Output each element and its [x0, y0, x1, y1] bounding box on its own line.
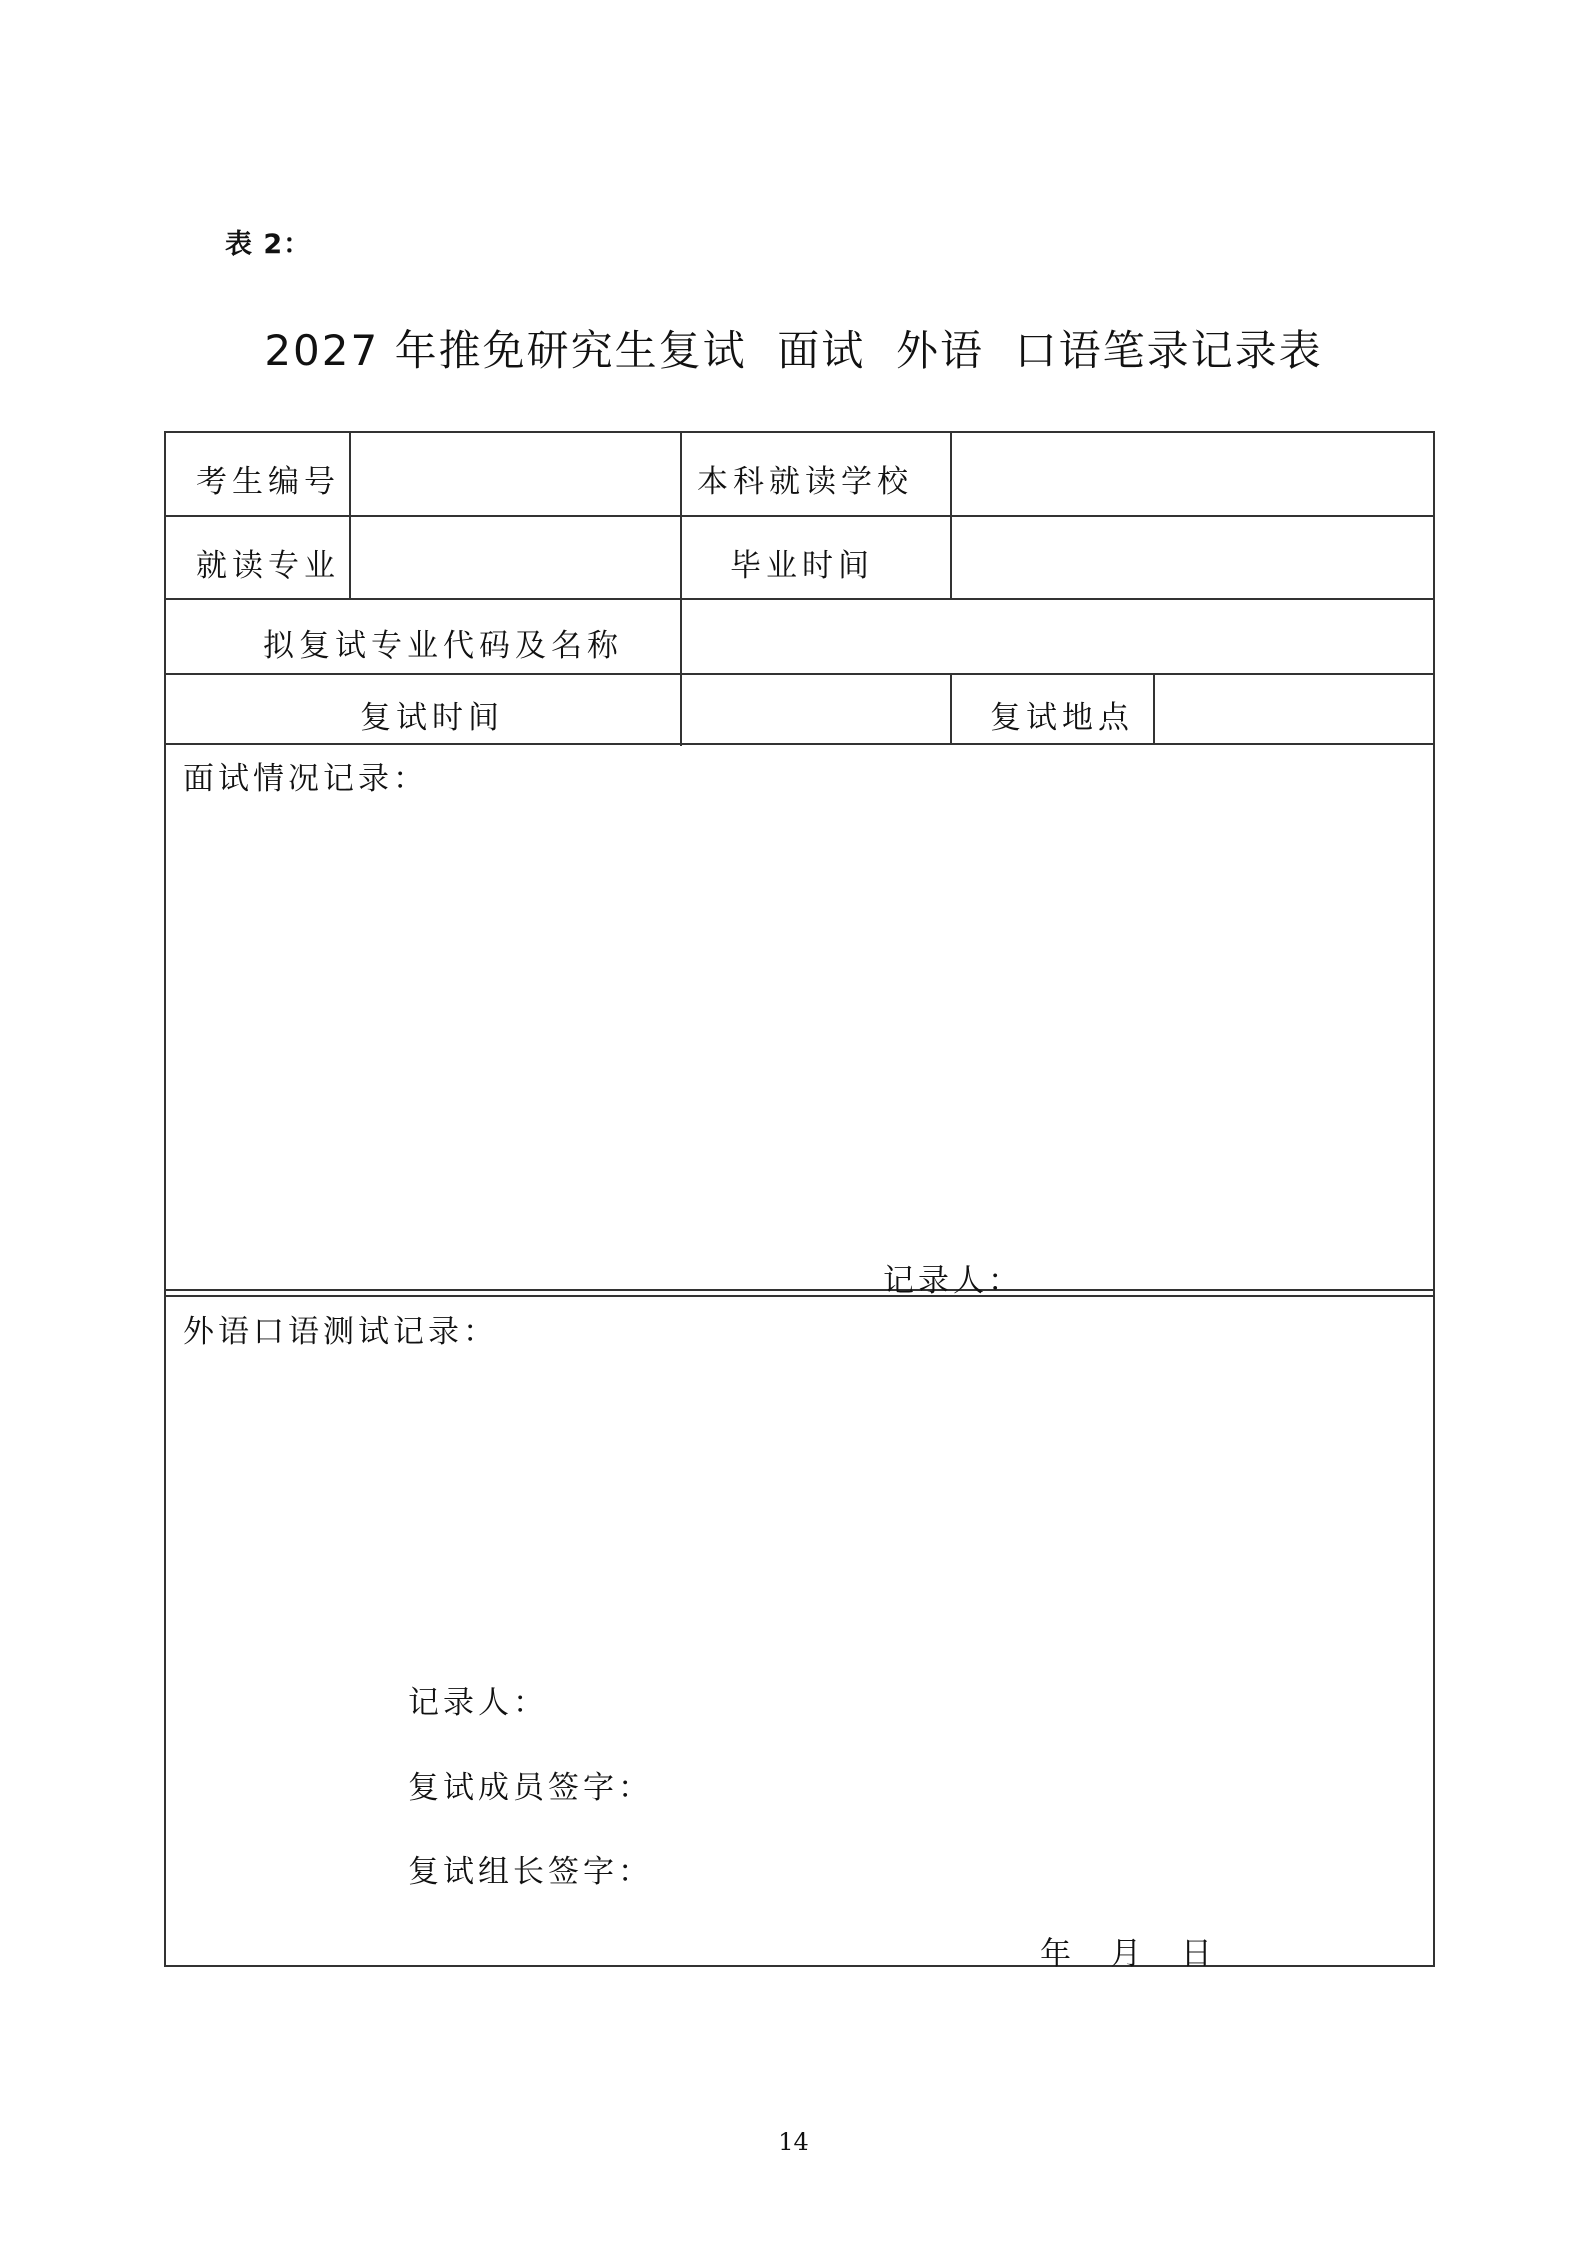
label-candidate-number: 考生编号	[196, 464, 340, 500]
col-divider	[680, 431, 682, 746]
col-divider	[349, 431, 351, 600]
label-intended-major-code: 拟复试专业代码及名称	[263, 628, 623, 664]
col-divider	[950, 673, 952, 745]
label-major: 就读专业	[196, 548, 340, 584]
row-divider	[164, 598, 1435, 600]
field-graduation-time[interactable]	[953, 518, 1433, 598]
row-divider	[164, 515, 1435, 517]
label-undergrad-school: 本科就读学校	[697, 464, 913, 500]
form-title: 2027 年推免研究生复试 面试 外语 口语笔录记录表	[264, 326, 1323, 375]
section-divider	[164, 1289, 1435, 1291]
oral-test-record-label: 外语口语测试记录：	[183, 1314, 498, 1350]
label-graduation-time: 毕业时间	[730, 548, 874, 584]
oral-test-record-area[interactable]	[166, 1350, 1433, 1650]
field-intended-major-code[interactable]	[683, 601, 1433, 673]
table-caption: 表 2：	[225, 229, 312, 260]
leader-signature-label: 复试组长签字：	[408, 1854, 653, 1890]
field-candidate-number[interactable]	[352, 433, 679, 515]
members-signature-label: 复试成员签字：	[408, 1770, 653, 1806]
signature-date: 年 月 日	[1040, 1936, 1212, 1972]
col-divider	[950, 431, 952, 600]
row-divider	[164, 743, 1435, 745]
field-interview-location[interactable]	[1156, 676, 1433, 743]
field-major[interactable]	[352, 518, 679, 598]
page-number: 14	[778, 2128, 809, 2156]
label-interview-time: 复试时间	[360, 700, 504, 736]
label-interview-location: 复试地点	[990, 700, 1134, 736]
field-undergrad-school[interactable]	[953, 433, 1433, 515]
section-divider	[164, 1295, 1435, 1297]
row-divider	[164, 673, 1435, 675]
interview-record-label: 面试情况记录：	[183, 761, 428, 797]
interview-recorder-label: 记录人：	[883, 1263, 1023, 1299]
interview-record-area[interactable]	[166, 800, 1433, 1240]
field-interview-time[interactable]	[683, 676, 949, 743]
oral-recorder-label: 记录人：	[408, 1685, 548, 1721]
col-divider	[1153, 673, 1155, 745]
